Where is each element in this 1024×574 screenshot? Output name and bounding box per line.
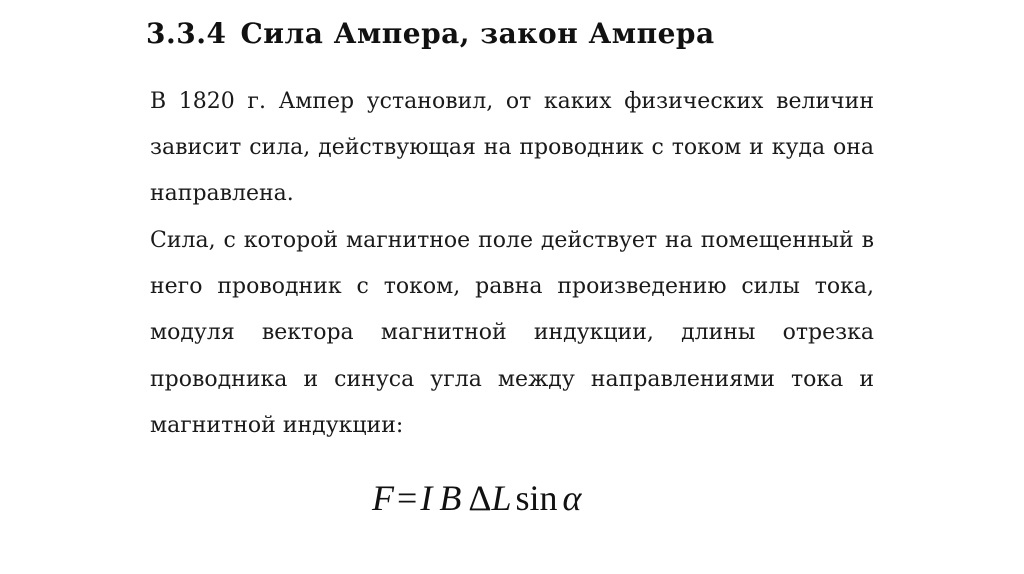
formula-sin: sin xyxy=(515,478,558,518)
ampere-force-formula xyxy=(372,476,581,520)
paragraph-definition: Сила, с которой магнитное поле действует на помещенный в него проводник с током, равна произведению силы тока, модуля вектора магнитной индукции, длины отрезка проводника и синуса угла между направлениями тока и магнитной индукции: xyxy=(150,228,874,438)
section-number: 3.3.4 xyxy=(146,17,227,50)
formula-length: L xyxy=(491,478,512,518)
formula-induction: B xyxy=(439,478,462,518)
paragraph-history: В 1820 г. Ампер установил, от каких физических величин зависит сила, действующая на проводник с током и куда она направлена. xyxy=(150,89,874,207)
formula-force: F xyxy=(372,478,394,518)
formula-angle: α xyxy=(562,478,582,518)
formula-equals: = xyxy=(397,478,418,518)
title-text: Сила Ампера, закон Ампера xyxy=(240,17,715,50)
formula-delta: Δ xyxy=(468,478,492,518)
formula-current: I xyxy=(420,478,433,518)
slide-title xyxy=(146,12,715,56)
